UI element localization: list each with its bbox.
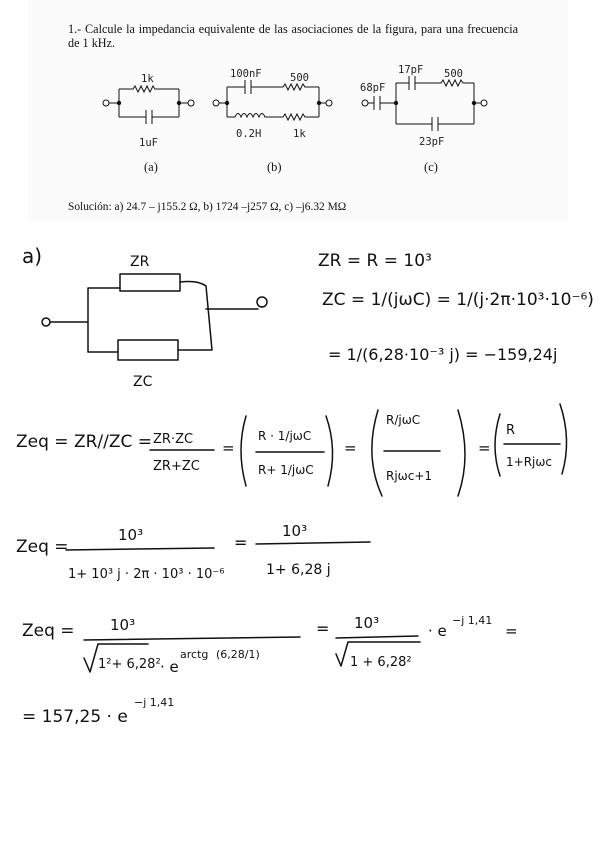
svg-text:ZR·ZC: ZR·ZC bbox=[153, 432, 194, 447]
zeq-3-sketch bbox=[84, 614, 518, 676]
label-1uf: 1uF bbox=[139, 137, 158, 149]
problem-statement: 1.- Calcule la impedancia equivalente de las asociaciones de la figura, para una frecuencia de 1 kHz. bbox=[68, 22, 518, 50]
series-capacitor-68pf bbox=[368, 96, 396, 110]
zr-sketch-label: ZR bbox=[130, 254, 150, 270]
label-23pf: 23pF bbox=[419, 136, 445, 148]
resistor-1k bbox=[119, 86, 179, 92]
svg-text:ZR+ZC: ZR+ZC bbox=[153, 459, 200, 474]
final-exponent: −j 1,41 bbox=[134, 696, 175, 709]
svg-text:10³: 10³ bbox=[110, 616, 136, 634]
solution-text: Solución: a) 24.7 – j155.2 Ω, b) 1724 –j257 Ω, c) –j6.32 MΩ bbox=[68, 201, 347, 213]
caption-a: (a) bbox=[144, 160, 158, 174]
svg-text:1+Rjωc: 1+Rjωc bbox=[506, 455, 553, 469]
svg-text:· e: · e bbox=[160, 658, 179, 676]
eq-zr: ZR = R = 10³ bbox=[318, 251, 432, 271]
svg-text:Rjωc+1: Rjωc+1 bbox=[386, 469, 433, 483]
zc-sketch-label: ZC bbox=[133, 374, 153, 390]
eq-final: = 157,25 · e bbox=[22, 707, 128, 727]
svg-text:10³: 10³ bbox=[282, 522, 308, 540]
svg-text:=: = bbox=[316, 619, 330, 638]
svg-text:R: R bbox=[506, 423, 516, 438]
svg-text:10³: 10³ bbox=[118, 526, 144, 544]
capacitor-box-sketch bbox=[118, 340, 178, 360]
capacitor-1uf bbox=[119, 110, 179, 124]
branch-inductor-resistor bbox=[227, 114, 319, 121]
zeq-fractions-sketch bbox=[150, 404, 567, 496]
circuit-c bbox=[360, 64, 487, 174]
svg-text:1+ 10³ j · 2π · 10³ · 10⁻⁶: 1+ 10³ j · 2π · 10³ · 10⁻⁶ bbox=[68, 567, 225, 582]
svg-text:10³: 10³ bbox=[354, 614, 380, 632]
svg-text:=: = bbox=[478, 439, 491, 457]
label-500: 500 bbox=[290, 72, 309, 84]
svg-text:1²+ 6,28²: 1²+ 6,28² bbox=[98, 657, 161, 672]
eq-zc-result: = 1/(6,28·10⁻³ j) = −159,24j bbox=[328, 345, 558, 364]
eq-zeq-parallel: Zeq = ZR//ZC = bbox=[16, 432, 153, 452]
label-500-c: 500 bbox=[444, 68, 463, 80]
eq-zeq-3: Zeq = bbox=[22, 621, 75, 641]
label-1k: 1k bbox=[141, 73, 154, 85]
svg-text:=: = bbox=[234, 533, 248, 552]
svg-text:=: = bbox=[505, 622, 518, 640]
label-68pf: 68pF bbox=[360, 82, 386, 94]
capacitor-23pf bbox=[396, 117, 474, 131]
svg-text:=: = bbox=[222, 439, 235, 457]
eq-zc: ZC = 1/(jωC) = 1/(j·2π·10³·10⁻⁶) bbox=[322, 290, 594, 310]
eq-zeq-2: Zeq = bbox=[16, 537, 69, 557]
caption-c: (c) bbox=[424, 160, 438, 174]
svg-text:1+ 6,28 j: 1+ 6,28 j bbox=[266, 562, 331, 578]
exp-exponent: −j 1,41 bbox=[452, 614, 493, 627]
circuit-b bbox=[213, 68, 332, 174]
svg-text:R/jωC: R/jωC bbox=[386, 413, 421, 427]
svg-text:=: = bbox=[344, 439, 357, 457]
part-label-a: a) bbox=[22, 244, 43, 268]
label-1k-b: 1k bbox=[293, 128, 306, 140]
svg-text:R · 1/jωC: R · 1/jωC bbox=[258, 429, 312, 443]
circuit-a bbox=[103, 73, 194, 174]
resistor-box-sketch bbox=[120, 274, 180, 291]
label-100nf: 100nF bbox=[230, 68, 262, 80]
svg-text:R+ 1/jωC: R+ 1/jωC bbox=[258, 463, 314, 477]
label-17pf: 17pF bbox=[398, 64, 424, 76]
hand-circuit-sketch bbox=[42, 254, 267, 390]
svg-text:· e: · e bbox=[428, 622, 447, 640]
svg-text:1 + 6,28²: 1 + 6,28² bbox=[350, 655, 412, 670]
caption-b: (b) bbox=[267, 160, 282, 174]
arctg-label: arctg bbox=[180, 648, 209, 661]
svg-text:(6,28/1): (6,28/1) bbox=[216, 648, 260, 661]
zeq-2-sketch bbox=[66, 522, 370, 582]
label-0.2h: 0.2H bbox=[236, 128, 262, 140]
